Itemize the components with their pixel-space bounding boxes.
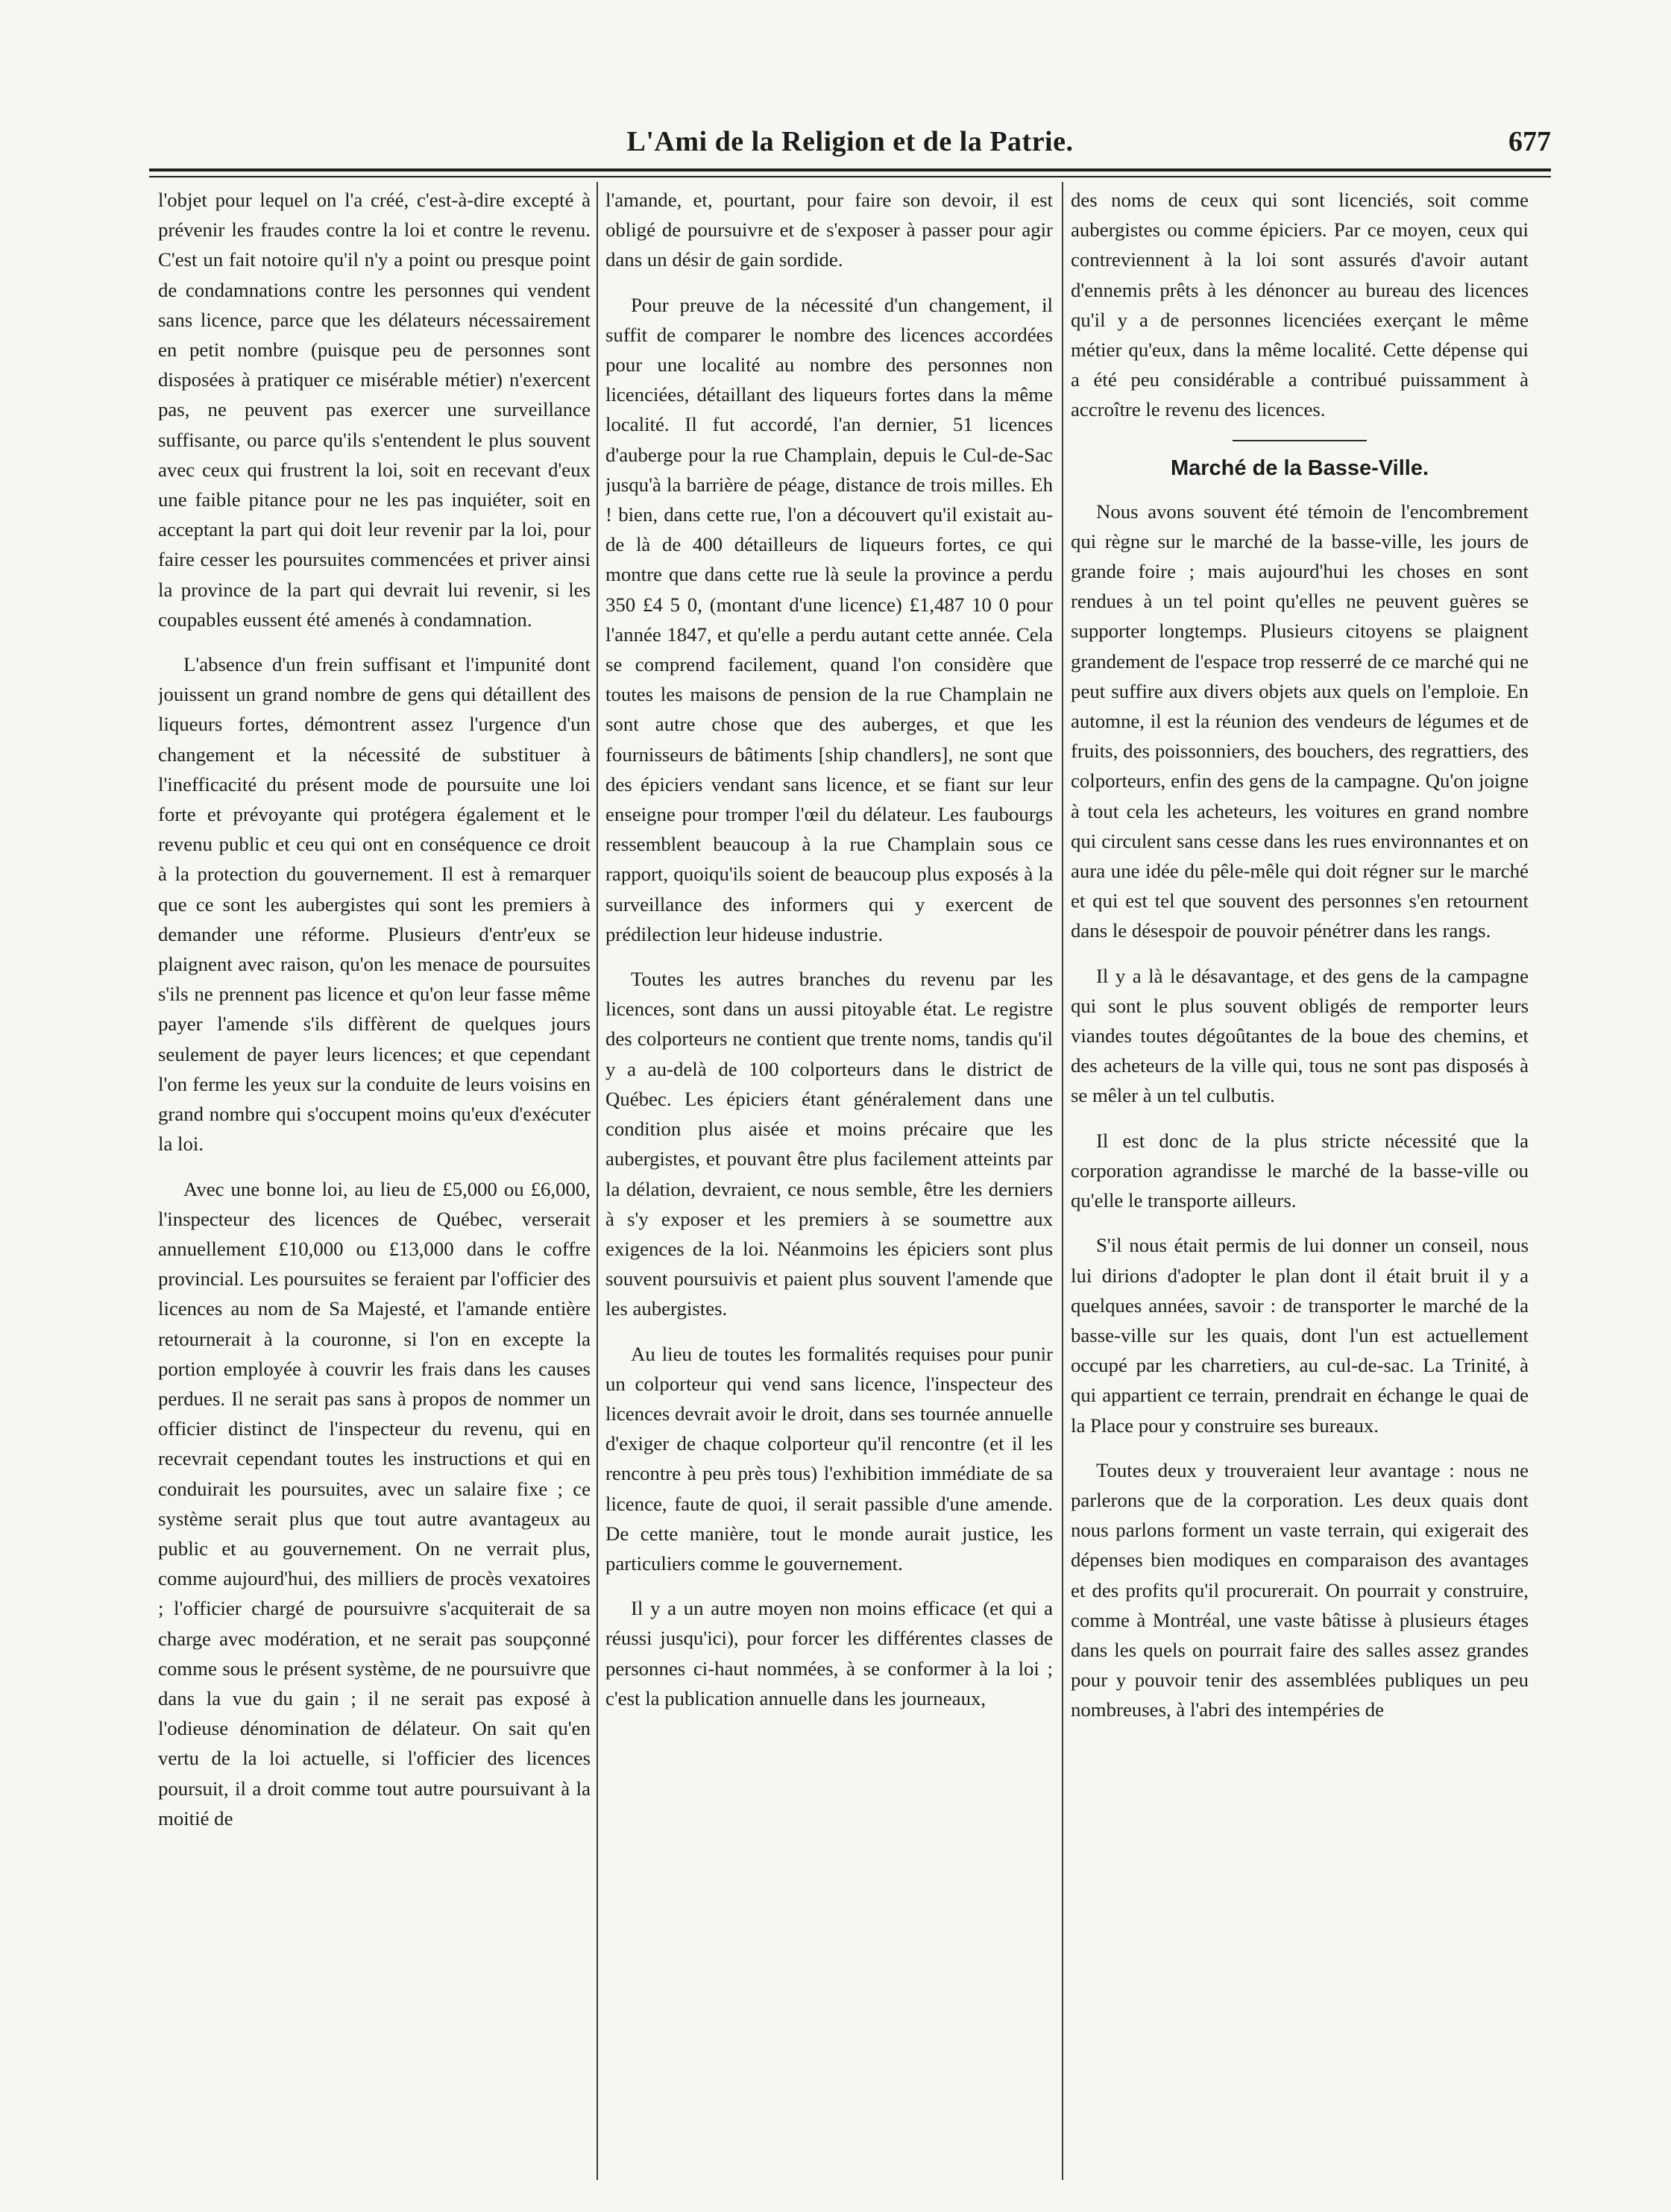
page-number: 677 [1508, 126, 1551, 157]
paragraph: S'il nous était permis de lui donner un conseil, nous lui dirions d'adopter le plan dont il était bruit il y a quelques années, savoir : de transporter le marché de la basse-ville sur les quais, dont l'un est actuellement occupé par les charretiers, au cul-de-sac. La Trinité, à qui appartient ce terrain, prendrait en échange le quai de la Place pour y construire ses bureaux. [1071, 1234, 1529, 1437]
paragraph: Avec une bonne loi, au lieu de £5,000 ou £6,000, l'inspecteur des licences de Québec, verserait annuellement £10,000 ou £13,000 dans le coffre provincial. Les poursuites se feraient par l'officier des licences au nom de Sa Majesté, et l'amande entière retournerait à la couronne, si l'on en excepte la portion employée à couvrir les frais dans les causes perdues. Il ne serait pas sans à propos de nommer un officier distinct de l'inspecteur du revenu, qui en recevrait cependant toutes les instructions et qui en conduirait les poursuites, avec un salaire fixe ; ce système serait plus que tout autre avantageux au public et au gouvernement. On ne verrait plus, comme aujourd'hui, des milliers de procès vexatoires ; l'officier chargé de poursuivre s'acquiterait de sa charge avec modération, et ne serait pas soupçonné comme sous le présent système, de ne poursuivre que dans la vue du gain ; il ne serait pas exposé à l'odieuse dénomination de délateur. On sait qu'en vertu de la loi actuelle, si l'officier des licences poursuit, il a droit comme tout autre poursuivant à la moitié de [158, 1177, 591, 1830]
paragraph: L'absence d'un frein suffisant et l'impunité dont jouissent un grand nombre de gens qui détaillent des liqueurs fortes, démontrent assez l'urgence d'un changement et la nécessité de substituer à l'inefficacité du présent mode de poursuite une loi forte et prévoyante qui protégera également et le revenu public et ceu qui ont en conséquence ce droit à la protection du gouvernement. Il est à remarquer que ce sont les aubergistes qui sont les premiers à demander une réforme. Plusieurs d'entr'eux se plaignent avec raison, qu'on les menace de poursuites s'ils ne prennent pas licence et qu'on leur fasse même payer l'amende s'ils diffèrent de quelques jours seulement de payer leurs licences; et que cependant l'on ferme les yeux sur la conduite de leurs voisins en grand nombre qui s'occupent moins qu'eux d'exécuter la loi. [158, 653, 591, 1156]
paragraph: l'objet pour lequel on l'a créé, c'est-à-dire excepté à prévenir les fraudes contre la loi et contre le revenu. C'est un fait notoire qu'il n'y a point ou presque point de condamnations contre les personnes qui vendent sans licence, parce que les délateurs nécessairement en petit nombre (puisque peu de personnes sont disposées à pratiquer ce misérable métier) n'exercent pas, ne peuvent pas exercer une surveillance suffisante, ou parce qu'ils s'entendent le plus souvent avec ceux qui frustrent la loi, soit en recevant d'eux une faible pitance pour ne les pas inquiéter, soit en acceptant la part qui doit leur revenir par la loi, pour faire cesser les poursuites commencées et priver ainsi la province de la part qui devrait lui revenir, si les coupables eussent été amenés à condamnation. [158, 189, 591, 631]
paragraph: Il y a là le désavantage, et des gens de la campagne qui sont le plus souvent obligés de remporter leurs viandes toutes dégoûtantes de la boue des chemins, et des acheteurs de la ville qui, tous ne sont pas disposés à se mêler à un tel culbutis. [1071, 964, 1529, 1107]
paragraph: Il est donc de la plus stricte nécessité que la corporation agrandisse le marché de la basse-ville ou qu'elle le transporte ailleurs. [1071, 1129, 1529, 1212]
paragraph: Toutes les autres branches du revenu par les licences, sont dans un aussi pitoyable état. Le registre des colporteurs ne contient que trente noms, tandis qu'il y a au-delà de 100 colporteurs dans le district de Québec. Les épiciers étant généralement dans une condition plus aisée et moins précaire que les aubergistes, et pouvant être plus facilement atteints par la délation, devraient, ce nous semble, être les derniers à s'y exposer et les premiers à se soumettre aux exigences de la loi. Néanmoins les épiciers sont plus souvent poursuivis et paient plus souvent l'amende que les aubergistes. [605, 968, 1053, 1320]
paragraph: l'amande, et, pourtant, pour faire son devoir, il est obligé de poursuivre et de s'exposer à passer pour agir dans un désir de gain sordide. [605, 189, 1053, 271]
paragraph: Toutes deux y trouveraient leur avantage : nous ne parlerons que de la corporation. Les deux quais dont nous parlons forment un vaste terrain, qui exigerait des dépenses bien modiques en comparaison des avantages et des profits qu'il procurerait. On pourrait y construire, comme à Montréal, une vaste bâtisse à plusieurs étages dans les quels on pourrait faire des salles assez grandes pour y pouvoir tenir des assemblées publiques un peu nombreuses, à l'abri des intempéries de [1071, 1458, 1529, 1721]
column-2 [605, 185, 1053, 2190]
paragraph: Au lieu de toutes les formalités requises pour punir un colporteur qui vend sans licence, l'inspecteur des licences devrait avoir le droit, dans ses tournée annuelle d'exiger de chaque colporteur qu'il rencontre (et il les rencontre à peu près tous) l'exhibition immédiate de sa licence, faute de quoi, il serait passible d'une amende. De cette manière, tout le monde aurait justice, les particuliers comme le gouvernement. [605, 1342, 1053, 1575]
section-divider [1233, 440, 1367, 441]
paragraph: des noms de ceux qui sont licenciés, soit comme aubergistes ou comme épiciers. Par ce moyen, ceux qui contreviennent à la loi sont assurés d'avoir autant d'ennemis prêts à les dénoncer au bureau des licences qu'il y a de personnes licenciées exerçant le même métier qu'eux, dans la même localité. Cette dépense qui a été peu considérable a contribué puissamment à accroître le revenu des licences. [1071, 189, 1529, 421]
paragraph: Pour preuve de la nécessité d'un changement, il suffit de comparer le nombre des licences accordées pour une localité au nombre des personnes non licenciées, détaillant des liqueurs fortes dans la même localité. Il fut accordé, l'an dernier, 51 licences d'auberge pour la rue Champlain, depuis le Cul-de-Sac jusqu'à la barrière de péage, distance de trois milles. Eh ! bien, dans cette rue, l'on a découvert qu'il existait au-de là de 400 détailleurs de liqueurs fortes, ce qui montre que dans cette rue là seule la province a perdu 350 £4 5 0, (montant d'une licence) £1,487 10 0 pour l'année 1847, et qu'elle a perdu autant cette année. Cela se comprend facilement, quand l'on considère que toutes les maisons de pension de la rue Champlain ne sont autre chose que des auberges, et que les fournisseurs de bâtiments [ship chandlers], ne sont que des épiciers vendant sans licence, et se fiant sur leur enseigne pour tromper l'œil du délateur. Les faubourgs ressemblent beaucoup à la rue Champlain sous ce rapport, quoiqu'ils soient de beaucoup plus exposés à la surveillance des informers qui y exercent de prédilection leur hideuse industrie. [605, 293, 1053, 945]
column-divider [1062, 182, 1063, 2180]
column-3 [1071, 185, 1529, 2190]
paragraph: Nous avons souvent été témoin de l'encombrement qui règne sur le marché de la basse-ville, les jours de grande foire ; mais aujourd'hui les choses en sont rendues à un tel point qu'elles ne peuvent guères se supporter longtemps. Plusieurs citoyens se plaignent grandement de l'espace trop resserré de ce marché qui ne peut suffire aux divers objets aux quels on l'emploie. En automne, il est la réunion des vendeurs de légumes et de fruits, des poissonniers, des bouchers, des regrattiers, des colporteurs, enfin des gens de la campagne. Qu'on joigne à tout cela les acheteurs, les voitures en grand nombre qui circulent sans cesse dans les rues environnantes et on aura une idée du pêle-mêle qui doit régner sur le marché et qui est tel que souvent des personnes s'en retournent dans le désespoir de pouvoir pénétrer dans les rangs. [1071, 500, 1529, 942]
page-header [149, 125, 1551, 170]
journal-title: L'Ami de la Religion et de la Patrie. [626, 126, 1074, 157]
section-title: Marché de la Basse-Ville. [1170, 456, 1429, 480]
column-divider [597, 182, 598, 2180]
column-1 [158, 185, 591, 2190]
header-rule-thin [149, 176, 1551, 177]
paragraph: Il y a un autre moyen non moins efficace (et qui a réussi jusqu'ici), pour forcer les différentes classes de personnes ci-haut nommées, à se conformer à la loi ; c'est la publication annuelle dans les journeaux, [605, 1597, 1053, 1710]
header-rule-thick [149, 168, 1551, 171]
